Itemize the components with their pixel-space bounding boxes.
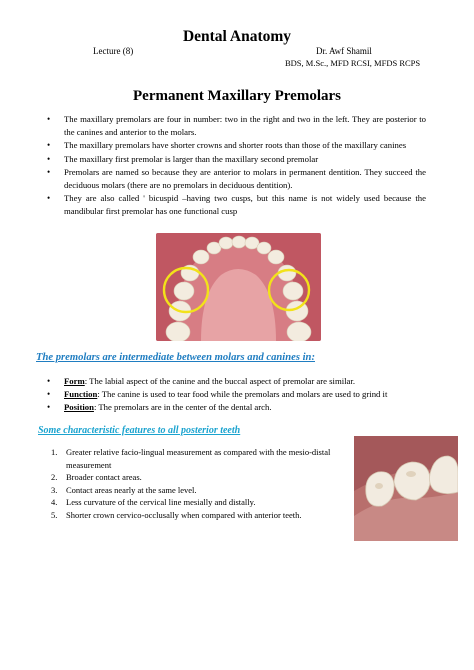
- item-text: Broader contact areas.: [66, 472, 142, 482]
- list-item: • The maxillary premolars have shorter crowns and shorter roots than those of the maxillary canines: [36, 139, 426, 152]
- item-number: 1.: [51, 447, 58, 457]
- section-title: Permanent Maxillary Premolars: [133, 88, 341, 104]
- list-item: [36, 388, 436, 401]
- item-number: 4.: [51, 497, 58, 507]
- author-name: Dr. Awf Shamil: [316, 46, 372, 56]
- term-text: : The premolars are in the center of the dental arch.: [93, 402, 272, 413]
- list-item: [36, 496, 356, 509]
- list-item: • They are also called ' bicuspid –having two cusps, but this name is not widely used because the mandibular first premolar has one functional cusp: [36, 192, 426, 218]
- author-credentials: BDS, M.Sc., MFD RCSI, MFDS RCPS: [285, 58, 421, 68]
- list-item: [36, 375, 436, 388]
- list-item: [36, 401, 436, 414]
- intro-bullet-list: [36, 113, 426, 219]
- item-text: Contact areas nearly at the same level.: [66, 484, 197, 495]
- list-item: [36, 446, 356, 471]
- term-text: : The labial aspect of the canine and the buccal aspect of premolar are similar.: [84, 376, 355, 386]
- intermediate-heading: The premolars are intermediate between molars and canines in:: [36, 352, 315, 363]
- item-text: Greater relative facio-lingual measurement as compared with the mesio-distal measurement: [66, 447, 331, 470]
- list-item: • The maxillary first premolar is larger than the maxillary second premolar: [36, 153, 426, 166]
- term-label: Position: [64, 402, 94, 413]
- item-text: Shorter crown cervico-occlusally when compared with anterior teeth.: [66, 509, 302, 520]
- term-label: Function: [64, 389, 98, 400]
- list-item: [36, 471, 356, 484]
- item-number: 5.: [51, 509, 58, 520]
- list-item: [36, 484, 356, 497]
- document-title: Dental Anatomy: [182, 28, 292, 45]
- maxillary-arch-photo: [156, 233, 321, 341]
- item-number: 2.: [51, 472, 58, 482]
- term-text: : The canine is used to tear food while the premolars and molars are used to grind it: [97, 389, 388, 400]
- features-numbered-list: [36, 446, 356, 521]
- posterior-teeth-photo: [354, 436, 458, 541]
- term-label: Form: [64, 376, 85, 386]
- lecture-number: Lecture (8): [93, 46, 134, 56]
- list-item: • The maxillary premolars are four in number: two in the right and two in the left. They are posterior to the canines and anterior to the molars.: [36, 113, 426, 139]
- role-bullet-list: [36, 375, 436, 415]
- list-item: [36, 509, 356, 522]
- features-heading: Some characteristic features to all posterior teeth: [38, 425, 241, 436]
- list-item: • Premolars are named so because they are anterior to molars in permanent dentition. They succeed the deciduous molars (there are no premolars in deciduous dentition).: [36, 166, 426, 192]
- item-number: 3.: [51, 484, 58, 495]
- item-text: Less curvature of the cervical line mesially and distally.: [66, 497, 256, 507]
